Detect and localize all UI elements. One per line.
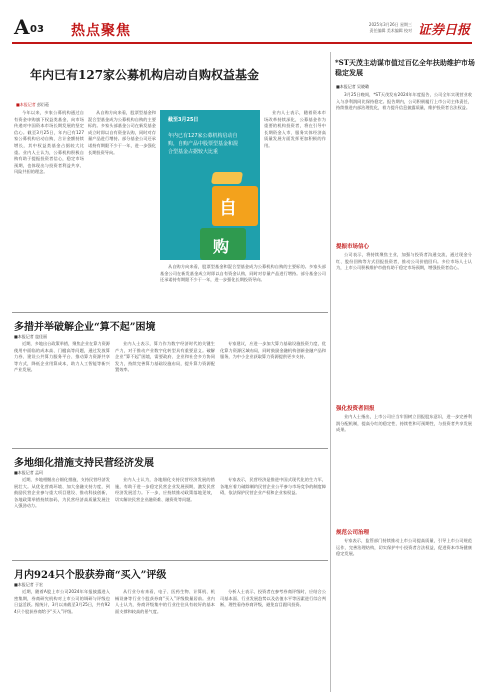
byline-tag: ■本报记者 [16, 102, 36, 107]
sidebar-text-4 [336, 538, 472, 693]
sidebar-headline: *ST天茂主动谋市值过百亿全年扶助维护市场稳定发展 [335, 58, 475, 77]
lead-byline [16, 102, 49, 108]
header-meta [302, 22, 412, 34]
story4-headline: 月内924只个股获券商“买入”评级 [14, 570, 167, 581]
section-divider [12, 312, 328, 313]
lead-paragraph: 今年以来，多家公募机构通过自有资金申购旗下权益类基金，向市场传递对中国资本市场长期发展的坚定信心。截至3月25日，年内已有127家公募机构启动自购，合计金额持续增长，其中权益类基金占据较大比重。业内人士认为，公募机构积极自购有助于提振投资者信心，稳定市场预期，也体现出与投资者利益共享、风险共担的理念。 [14, 110, 84, 175]
story3-byline: ■本报记者 孟珂 [14, 470, 44, 475]
lead-headline: 年内已有127家公募机构启动自购权益基金 [30, 68, 260, 82]
lead-column-4 [160, 264, 326, 304]
sidebar-text-1 [336, 92, 472, 232]
byline-name: 彭衍菘 [37, 102, 50, 107]
header-meta-line: 2025年3月26日 星期三 [368, 22, 412, 27]
story2-paragraph: 业内人士表示，算力作为数字经济时代的关键生产力，对于推动产业数字化转型具有重要意义。破解企业“算不起”困境，需要政府、企业和社会多方协同发力，持续完善算力基础设施布局，提升算力资源配置效率。 [115, 341, 215, 373]
section-letter: A [14, 15, 30, 39]
page-number: 03 [30, 24, 44, 35]
sidebar-paragraph: 公司表示，将持续聚焦主业，加强与投资者沟通交流，通过现金分红、股份回购等方式回报投资者，推动公司价值回归。多位市场人士认为，上市公司积极维护市值有助于稳定市场预期，增强投资者信心。 [336, 252, 472, 271]
story4-paragraph: 近期，随着A股上市公司2024年年报披露进入密集期，券商研究机构对上市公司的调研与评级也日益活跃。据统计，3月以来截至3月25日，共有924只个股获券商给予“买入”评级。 [14, 589, 110, 614]
sidebar-paragraph: 3月25日晚间，*ST天茂发布2024年年度报告，公司全年实现营业收入与净利润同比保持稳定。报告期内，公司积极履行上市公司主体责任，持续推进内部治理优化，着力提升信息披露质量，维护投资者合法权益。 [336, 92, 472, 111]
story4-column-3 [220, 589, 326, 693]
story3-paragraph: 专家表示，民营经济是推进中国式现代化的生力军，各地应着力破除制约民营企业公平参与市场竞争的制度障碍，依法保护民营企业产权和企业家权益。 [220, 477, 326, 496]
story3-column-3 [220, 477, 326, 555]
lead-column-3 [264, 110, 326, 270]
story4-column-1 [14, 589, 110, 693]
story3-paragraph: 近期，多地相继出台细化措施，支持民营经济发展壮大。从优化营商环境、加大金融支持力度，到鼓励民营企业参与重大项目建设、推动科技创新，各地政策举措持续加码，为民营经济高质量发展注入强劲动力。 [14, 477, 110, 509]
story4-column-2 [115, 589, 215, 693]
story3-headline: 多地细化措施支持民营经济发展 [14, 458, 154, 469]
sidebar-subhead: 规范公司治理 [336, 530, 370, 536]
story2-column-3 [220, 341, 326, 441]
story2-byline: ■本报记者 寇佳丽 [14, 334, 48, 339]
sidebar-text-2 [336, 252, 472, 392]
story2-paragraph: 近期，多地出台政策举措，聚焦企业在算力资源使用中面临的成本高、门槛高等问题，通过发放算力券、建设公共算力服务平台、推动算力资源共享等方式，降低企业用算成本，助力人工智能等新兴产业发展。 [14, 341, 110, 373]
story3-column-1 [14, 477, 110, 555]
lead-paragraph: 从自购方向来看，股票型基金和混合型基金成为公募机构自购的主要标的。多家头部基金公司在新发基金成立时即以自有资金认购，同时对存量产品进行增持。部分基金公司还承诺持有期限不少于一年，进一步强化长期投资导向。 [88, 110, 156, 155]
sidebar-paragraph: 业内人士指出，上市公司应当牢固树立回报股东意识，进一步完善利润分配机制，提高分红的稳定性、持续性和可预期性，与投资者共享发展成果。 [336, 414, 472, 433]
story2-headline: 多措并举破解企业“算不起”困境 [14, 322, 156, 333]
section-title: 热点聚焦 [71, 23, 131, 39]
lead-infographic [160, 110, 260, 260]
coin-character: 自 [219, 198, 237, 219]
sidebar-subhead: 强化投资者回报 [336, 406, 375, 412]
section-divider [12, 560, 328, 561]
story4-byline: ■本报记者 于宏 [14, 582, 44, 587]
coin-graphic [200, 228, 246, 260]
sidebar-text-3 [336, 414, 472, 522]
infographic-text: 年内已有127家公募机构启动自购，自购产品中股票型基金和混合型基金占据较大比重 [168, 133, 239, 155]
coin-top-graphic [211, 172, 243, 184]
column-divider [330, 52, 331, 692]
sidebar-byline: ■本报记者 吴晓璐 [336, 84, 370, 89]
sidebar-paragraph: 专家表示，监管部门持续推动上市公司提高质量，引导上市公司规范运作，完善治理结构，切实保护中小投资者合法权益，促进资本市场健康稳定发展。 [336, 538, 472, 557]
story2-column-2 [115, 341, 215, 441]
story2-column-1 [14, 341, 110, 441]
story2-paragraph: 专家建议，应进一步加大算力基础设施投资力度，优化算力资源区域布局，同时鼓励金融机构创新金融产品和服务，为中小企业获取算力资源提供更多支持。 [220, 341, 326, 360]
lead-column-2 [88, 110, 156, 270]
sidebar-subhead: 提振市场信心 [336, 244, 370, 250]
coin-graphic [212, 186, 258, 226]
coin-character: 购 [213, 237, 230, 256]
story3-column-2 [115, 477, 215, 555]
story4-paragraph: 分析人士表示，投资者在参考券商评级时，应结合公司基本面、行业发展趋势以及估值水平等因素进行综合判断，理性看待券商评级，避免盲目跟风投资。 [220, 589, 326, 608]
lead-column-1 [14, 110, 84, 270]
lead-paragraph: 从自购方向来看，股票型基金和混合型基金成为公募机构自购的主要标的。多家头部基金公司在新发基金成立时即以自有资金认购，同时对存量产品进行增持。部分基金公司还承诺持有期限不少于一年，进一步强化长期投资导向。 [160, 264, 326, 283]
section-divider [12, 448, 328, 449]
infographic-date: 截至3月25日 [168, 117, 199, 123]
header-meta-line: 责任编辑 美术编辑 校对 [369, 28, 412, 33]
lead-paragraph: 业内人士表示，随着资本市场改革持续深化，公募基金作为重要的机构投资者，将在引导中长期资金入市、服务实体经济高质量发展方面发挥更加积极的作用。 [264, 110, 326, 148]
story3-paragraph: 业内人士认为，各地细化支持民营经济发展的措施，有助于进一步稳定民营企业发展预期，激发民营经济发展活力。下一步，应持续推动政策落地见效，切实解决民营企业融资难、融资贵等问题。 [115, 477, 215, 502]
header-rule [12, 42, 472, 44]
newspaper-logo: 证券日报 [418, 23, 471, 38]
story4-paragraph: 从行业分布来看，电子、医药生物、计算机、机械设备等行业个股获券商“买入”评级数量居前。业内人士认为，券商评级集中的行业往往具有较好的基本面支撑和较高的景气度。 [115, 589, 215, 614]
